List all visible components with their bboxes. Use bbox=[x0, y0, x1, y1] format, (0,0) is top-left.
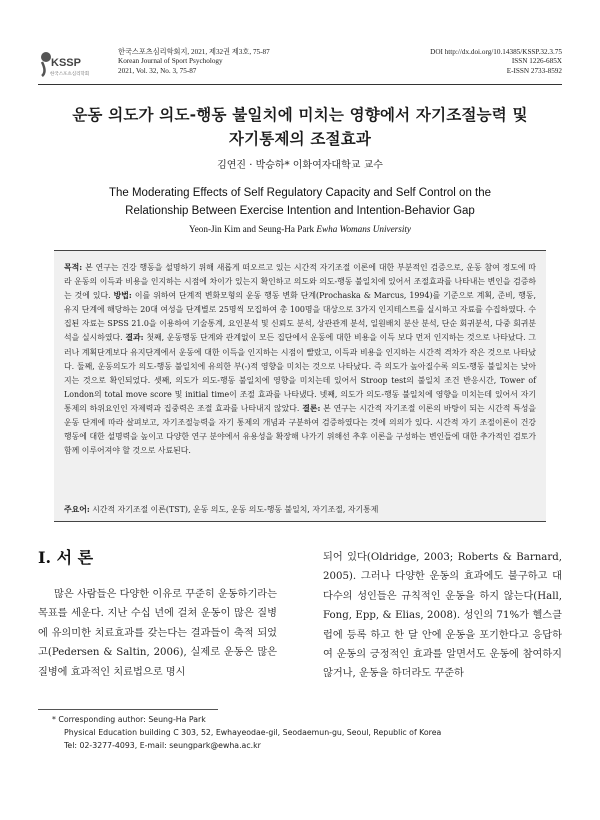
author-names: Yeon-Jin Kim and Seung-Ha Park bbox=[188, 224, 315, 234]
abstract-result-label: 결과: bbox=[125, 333, 144, 343]
journal-info bbox=[118, 48, 270, 76]
footnote-corresponding-author: * Corresponding author: Seung-Ha Park bbox=[52, 715, 206, 724]
intro-paragraph-left: 많은 사람들은 다양한 이유로 꾸준히 운동하기라는 목표를 세운다. 지난 수십 년에 걸쳐 운동이 많은 질병에 유의미한 치료효과를 갖는다는 결과들이 축적 되었고(Pedersen & Saltin, 2006), 실제로 운동은 많은 질병에 효과적인 치료법으로 명시 bbox=[38, 589, 277, 678]
authors-korean: 김연진 · 박승하* 이화여자대학교 교수 bbox=[217, 160, 383, 171]
title-english-line-1: The Moderating Effects of Self Regulatory Capacity and Self Control on the bbox=[108, 187, 492, 199]
title-korean bbox=[38, 103, 562, 151]
keywords-text: 시간적 자기조절 이론(TST), 운동 의도, 운동 의도-행동 불일치, 자기조절, 자기통제 bbox=[89, 505, 379, 514]
journal-volume: 2021, Vol. 32, No. 3, 75-87 bbox=[118, 66, 197, 75]
issn-line: ISSN 1226-685X bbox=[511, 57, 562, 66]
abstract-method-label: 방법: bbox=[113, 291, 132, 301]
body-column-right bbox=[323, 548, 562, 684]
authors-english bbox=[38, 223, 562, 235]
logo-subtext: 한국스포츠심리학회 bbox=[50, 72, 90, 77]
title-english-line-2: Relationship Between Exercise Intention and Intention-Behavior Gap bbox=[125, 205, 475, 217]
abstract-text bbox=[64, 261, 536, 458]
journal-header bbox=[38, 48, 562, 82]
footnote-address: Physical Education building C 303, 52, Ewhayeodae-gil, Seodaemun-gu, Seoul, Republic of Korea bbox=[64, 728, 442, 737]
abstract-conclusion-label: 결론: bbox=[302, 403, 321, 413]
doi-info bbox=[430, 48, 562, 76]
abstract-box bbox=[54, 250, 546, 522]
footnote-rule bbox=[38, 709, 218, 710]
header-rule bbox=[38, 84, 562, 85]
abstract-method-text: 이를 위하여 단계적 변화모형의 운동 행동 변화 단계(Prochaska & Marcus, 1994)를 기준으로 계획, 준비, 행동, 유지 단계에 해당하는 20대 여성을 단계별로 25명씩 모집하여 총 100명을 대상으로 3가지 인지테스트를 실시하고 자료를 수집하였다. 수집된 자료는 SPSS 21.0을 이용하여 기술통계, 요인분석 및 신뢰도 분석, 상관관계 분석, 일원배치 분산 분석, 단순 회귀분석, 다중 회귀분석을 실시하였다. bbox=[64, 291, 536, 343]
journal-line-ko: 한국스포츠심리학회지, 2021, 제32권 제3호, 75-87 bbox=[118, 48, 270, 56]
section-heading-introduction: Ⅰ. 서 론 bbox=[38, 548, 94, 567]
eissn-line: E-ISSN 2733-8592 bbox=[506, 66, 562, 75]
keywords bbox=[64, 504, 536, 516]
abstract-result-text: 첫째, 운동행동 단계와 관계없이 모든 집단에서 운동에 대한 비용을 이득 보다 먼저 인지하는 것으로 나타났다. 그러나 계획단계보다 유지단계에서 운동에 대한 이득을 인지하는 시점이 빨랐고, 이득과 비용을 인지하는 시간적 격차가 작은 것으로 나타났다. 둘째, 운동의도가 의도-행동 불일치에 유의한 부(-)적 영향을 미치는 것으로 나타났다. 즉 의도가 높아질수록 의도-행동 불일치는 낮아지는 것으로 확인되었다. 셋째, 의도가 의도-행동 불일치에 영향을 미치는데 있어서 Stroop test의 불일치 조건 반응시간, Tower of London의 total move score 및 initial time이 조절 효과를 나타냈다. 넷째, 의도가 의도-행동 불일치에 영향을 미치는데 있어서 자기통제의 하위요인인 자제력과 집중력은 조절 효과를 나타내지 않았다. bbox=[64, 333, 536, 413]
abstract-purpose-label: 목적: bbox=[64, 263, 83, 272]
title-korean-line-2: 자기통제의 조절효과 bbox=[228, 130, 372, 148]
abstract-purpose-text: 본 연구는 건강 행동을 설명하기 위해 새롭게 떠오르고 있는 시간적 자기조절 이론에 대한 부분적인 검증으로, 운동 참여 정도에 따라 운동의 이득과 비용을 인지하는 시점에 차이가 있는지 확인하고 의도와 의도-행동 불일치에 있어서 조절효과를 나타내는 변인을 검증하는 것에 있다. bbox=[64, 263, 536, 301]
keywords-label: 주요어: bbox=[64, 505, 90, 514]
footnote bbox=[52, 713, 552, 752]
logo-text: KSSP bbox=[51, 57, 81, 69]
author-affiliation: Ewha Womans University bbox=[316, 224, 412, 234]
journal-line-en: Korean Journal of Sport Psychology bbox=[118, 57, 223, 66]
abstract-conclusion-text: 본 연구는 시간적 자기조절 이론의 바탕이 되는 시간적 특성을 운동 단계에 따라 살펴보고, 자기조절능력을 자기 통제의 개념과 구분하여 검증하였다는 것에 의의가 있다. 시간적 자기 조절이론이 건강 행동에 대한 설명력을 높이고 다양한 연구 분야에서 유용성을 확장해 나가기 위해선 추후 이론을 구성하는 변인들에 대한 추가적인 검토가 함께 이루어져야 할 것으로 사료된다. bbox=[64, 403, 536, 456]
title-english bbox=[60, 184, 540, 220]
doi-line: DOI http://dx.doi.org/10.14385/KSSP.32.3.75 bbox=[430, 48, 562, 56]
body-column-left bbox=[38, 548, 277, 682]
journal-logo bbox=[38, 48, 90, 78]
title-korean-line-1: 운동 의도가 의도-행동 불일치에 미치는 영향에서 자기조절능력 및 bbox=[72, 106, 528, 124]
intro-paragraph-right: 되어 있다(Oldridge, 2003; Roberts & Barnard, 2005). 그러나 다양한 운동의 효과에도 불구하고 대다수의 성인들은 규칙적인 운동을 하지 않는다(Hall, Fong, Epp, & Elias, 2008). 성인의 71%가 헬스클럽에 등록 하고 한 달 안에 운동을 포기한다고 응답하여 운동의 긍정적인 효과를 알면서도 운동에 참여하지 않거나, 운동을 하더라도 꾸준하 bbox=[323, 552, 562, 680]
footnote-contact: Tel: 02-3277-4093, E-mail: seungpark@ewha.ac.kr bbox=[64, 741, 261, 750]
